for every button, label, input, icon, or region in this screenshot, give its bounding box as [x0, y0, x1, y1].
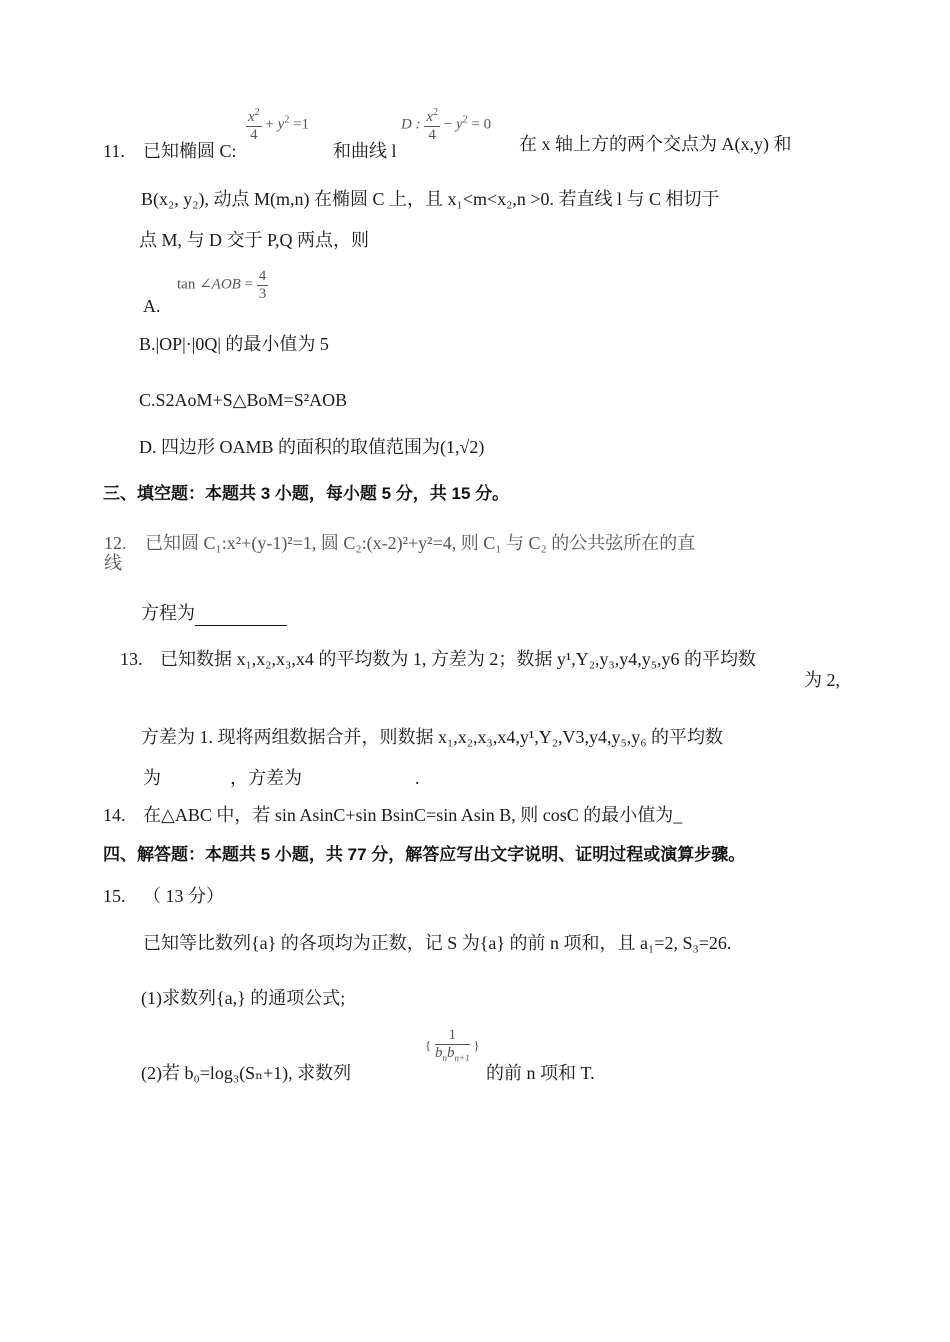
q15-sequence-fraction: { $\frac{1}{b_nb_{n+1}}$ } [425, 1027, 480, 1063]
q13-number: 13. [120, 649, 143, 669]
q12-line2 [141, 603, 287, 626]
q13-line1: 已知数据 x₁,x₂,x₃,x4 的平均数为 1, 方差为 2；数据 y¹,Y₂,y₃,y4,y₅,y6 的平均数 [160, 649, 757, 669]
option-b: B.|OP|·|0Q| 的最小值为 5 [139, 334, 329, 354]
eq-c-den: 4 [250, 126, 258, 143]
q11-number: 11. [103, 141, 125, 161]
sequence-fraction-den [435, 1045, 470, 1064]
den-b1: b [435, 1044, 443, 1061]
ellipse-c-fraction [246, 107, 262, 143]
eq-d-lead: D : [401, 116, 421, 133]
eq-d-x: x [426, 109, 433, 125]
q13-line3-c: . [415, 768, 420, 788]
q13-line2: 方差为 1. 现将两组数据合并，则数据 x₁,x₂,x₃,x4,y¹,Y₂,V3,y4,y₅,y₆ 的平均数 [141, 727, 724, 747]
q14-number: 14. [103, 805, 126, 825]
q13-line3-b: ，方差为 [230, 768, 302, 788]
option-a-equals: = [240, 276, 257, 293]
q12-answer-label: 方程为 [141, 603, 195, 623]
sequence-fraction-num: 1 [435, 1027, 470, 1045]
eq-d-equals: = 0 [471, 116, 492, 133]
section-3-heading: 三、填空题：本题共 3 小题，每小题 5 分，共 15 分。 [103, 484, 510, 503]
eq-c-plus: + [265, 116, 274, 133]
q11-intro: 已知椭圆 C: [143, 141, 237, 161]
option-a-den: 3 [258, 285, 267, 302]
eq-c-x-exp: 2 [254, 107, 260, 118]
curve-d-fraction [424, 107, 440, 143]
den-b2: b [447, 1044, 455, 1061]
q12-number: 12. [104, 533, 127, 553]
q14-text: 在△ABC 中，若 sin AsinC+sin BsinC=sin Asin B, 则 cosC 的最小值为_ [143, 805, 683, 825]
eq-c-equals: =1 [293, 116, 310, 133]
q13-line1-end: 为 2, [804, 670, 840, 690]
eq-d-den: 4 [428, 126, 436, 143]
q11-line3: 点 M, 与 D 交于 P,Q 两点，则 [139, 230, 370, 250]
eq-c-y-exp: 2 [284, 114, 290, 126]
option-a-num: 4 [258, 268, 267, 284]
q12-text: 已知圆 C₁:x²+(y-1)²=1, 圆 C₂:(x-2)²+y²=4, 则 C₁ 与 C₂ 的公共弦所在的直 [145, 533, 696, 553]
option-a-tan: tan ∠ [177, 276, 212, 293]
q11-line2: B(x₂, y₂), 动点 M(m,n) 在椭圆 C 上，且 x₁<m<x₂,n >0. 若直线 l 与 C 相切于 [141, 189, 720, 209]
q11-tail: 在 x 轴上方的两个交点为 A(x,y) 和 [519, 134, 792, 154]
den-sub2: n+1 [454, 1052, 470, 1063]
q15-score: （ 13 分） [143, 886, 224, 906]
q15-number: 15. [103, 886, 126, 906]
q12-answer-blank [195, 603, 287, 626]
q15-part2-b: 的前 n 项和 T. [486, 1063, 595, 1083]
eq-d-x-exp: 2 [433, 107, 438, 118]
sequence-fraction [435, 1027, 470, 1063]
option-c: C.S2AoM+S△BoM=S²AOB [139, 390, 348, 410]
eq-c-x: x [248, 109, 255, 125]
ellipse-c-equation [246, 107, 309, 143]
q13-line3-a: 为 [143, 768, 161, 788]
curve-d-equation [401, 107, 491, 143]
q15-line1: 已知等比数列{a} 的各项均为正数，记 S 为{a} 的前 n 项和，且 a₁=2, S₃=26. [143, 933, 732, 953]
q11-mid-text: 和曲线 l [333, 141, 397, 161]
eq-d-y-exp: 2 [462, 114, 468, 126]
option-a-fraction [257, 268, 269, 302]
q15-part2-a: (2)若 b₀=log₃(Sₙ+1), 求数列 [141, 1063, 352, 1083]
section-4-heading: 四、解答题：本题共 5 小题，共 77 分，解答应写出文字说明、证明过程或演算步骤。 [103, 845, 746, 864]
option-a-angle: AOB [211, 276, 241, 293]
eq-d-y: y [455, 116, 463, 133]
eq-c-y: y [277, 116, 285, 133]
q12-wrap: 线 [104, 553, 122, 573]
option-a-label: A. [143, 296, 161, 316]
eq-d-minus: − [443, 116, 453, 133]
den-sub1: n [442, 1052, 447, 1063]
option-d: D. 四边形 OAMB 的面积的取值范围为(1,√2) [139, 437, 485, 457]
option-a-formula [177, 268, 268, 302]
q15-part1: (1)求数列{a,} 的通项公式; [141, 988, 346, 1008]
